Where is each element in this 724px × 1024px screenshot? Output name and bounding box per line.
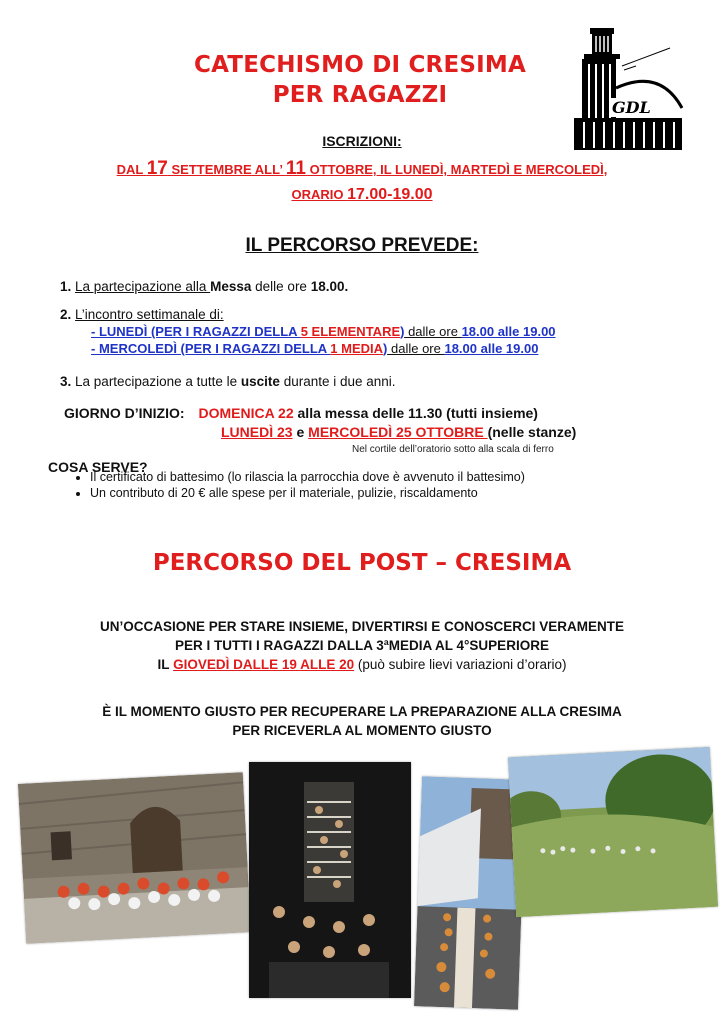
post-cresima-text	[0, 617, 724, 674]
inizio-day-1: DOMENICA 22	[198, 405, 294, 421]
schedule-mercoledi	[91, 341, 538, 356]
post-line-2: PER I TUTTI I RAGAZZI DALLA 3ªMEDIA AL 4°SUPERIORE	[175, 638, 549, 653]
item-text: L’incontro settimanale di:	[75, 307, 224, 322]
inizio-day-2: LUNEDÌ 23	[221, 424, 293, 440]
post-line-3	[0, 655, 724, 674]
list-item: • Un contributo di 20 € alle spese per il materiale, pulizie, riscaldamento	[90, 486, 724, 500]
inizio-label: GIORNO D’INIZIO:	[64, 405, 185, 421]
iscrizioni-label: ISCRIZIONI:	[322, 133, 402, 149]
dates-text: SETTEMBRE ALL’	[167, 162, 286, 177]
photo-group-dinner-table	[414, 776, 526, 1009]
photo-group-staircase-night	[249, 762, 411, 998]
post-line-3-prefix: IL	[157, 657, 174, 672]
item-text: La partecipazione a tutte le	[75, 374, 241, 389]
schedule-text: dalle ore	[404, 324, 462, 339]
item-number: 2.	[60, 307, 72, 322]
inizio-note: Nel cortile dell’oratorio sotto alla scala di ferro	[352, 444, 554, 455]
date-end-number: 11	[285, 158, 306, 179]
item-bold: Messa	[210, 279, 252, 294]
photo-group-stone-building	[18, 772, 251, 944]
item-number: 1.	[60, 279, 72, 294]
schedule-day: - MERCOLEDÌ (PER I RAGAZZI DELLA	[91, 341, 331, 356]
orario-time: 17.00-19.00	[347, 186, 433, 203]
percorso-item-3	[60, 374, 396, 389]
post-line-5: PER RICEVERLA AL MOMENTO GIUSTO	[232, 723, 492, 738]
schedule-close: )	[383, 341, 388, 356]
schedule-time: 18.00 alle 19.00	[444, 341, 539, 356]
post-cresima-text-2	[0, 702, 724, 740]
cosa-serve-heading: COSA SERVE?	[48, 459, 148, 475]
post-line-1: UN’OCCASIONE PER STARE INSIEME, DIVERTIRSI E CONOSCERCI VERAMENTE	[99, 619, 625, 634]
inizio-line-1	[64, 405, 538, 421]
item-text: delle ore	[251, 279, 311, 294]
date-start-number: 17	[146, 158, 168, 179]
orario-label: ORARIO	[291, 187, 348, 202]
percorso-item-1	[60, 279, 348, 294]
schedule-close: )	[400, 324, 405, 339]
title-line-1: CATECHISMO DI CRESIMA	[194, 52, 526, 78]
inizio-line-2	[221, 424, 576, 440]
post-line-4: È IL MOMENTO GIUSTO PER RECUPERARE LA PREPARAZIONE ALLA CRESIMA	[102, 704, 622, 719]
schedule-class: 5 ELEMENTARE	[300, 324, 401, 339]
logo-text: GDL	[612, 98, 651, 117]
percorso-heading: IL PERCORSO PREVEDE:	[245, 235, 479, 256]
schedule-class: 1 MEDIA	[330, 341, 384, 356]
post-cresima-heading: PERCORSO DEL POST – CRESIMA	[152, 550, 572, 576]
item-text: durante i due anni.	[279, 374, 396, 389]
post-line-3-note: (può subire lievi variazioni d’orario)	[354, 657, 567, 672]
inizio-and: e	[292, 424, 309, 440]
list-item: • Il certificato di battesimo (lo rilascia la parrocchia dove è avvenuto il battesimo)	[90, 470, 724, 484]
item-number: 3.	[60, 374, 72, 389]
dates-text: DAL	[116, 162, 147, 177]
percorso-item-2	[60, 307, 224, 322]
inizio-day-1-rest: alla messa delle 11.30 (tutti insieme)	[293, 405, 538, 421]
item-bold: uscite	[240, 374, 280, 389]
dates-text: OTTOBRE, IL LUNEDÌ, MARTEDÌ E MERCOLEDÌ,	[305, 162, 608, 177]
schedule-text: dalle ore	[387, 341, 445, 356]
schedule-time: 18.00 alle 19.00	[461, 324, 556, 339]
schedule-day: - LUNEDÌ (PER I RAGAZZI DELLA	[91, 324, 301, 339]
item-text: La partecipazione alla	[75, 279, 211, 294]
page-title	[130, 50, 590, 110]
schedule-lunedi	[91, 324, 556, 339]
post-line-3-time: GIOVEDÌ DALLE 19 ALLE 20	[173, 657, 355, 672]
inizio-day-3: MERCOLEDÌ 25 OTTOBRE	[308, 424, 488, 440]
iscrizioni-dates-line2	[0, 186, 724, 204]
cosa-serve-list	[50, 470, 724, 502]
title-line-2: PER RAGAZZI	[272, 82, 448, 108]
inizio-day-3-rest: (nelle stanze)	[487, 424, 577, 440]
item-end: .	[344, 279, 349, 294]
iscrizioni-dates-line1	[0, 158, 724, 180]
photo-group-hillside	[508, 747, 718, 917]
item-time: 18.00	[310, 279, 345, 294]
